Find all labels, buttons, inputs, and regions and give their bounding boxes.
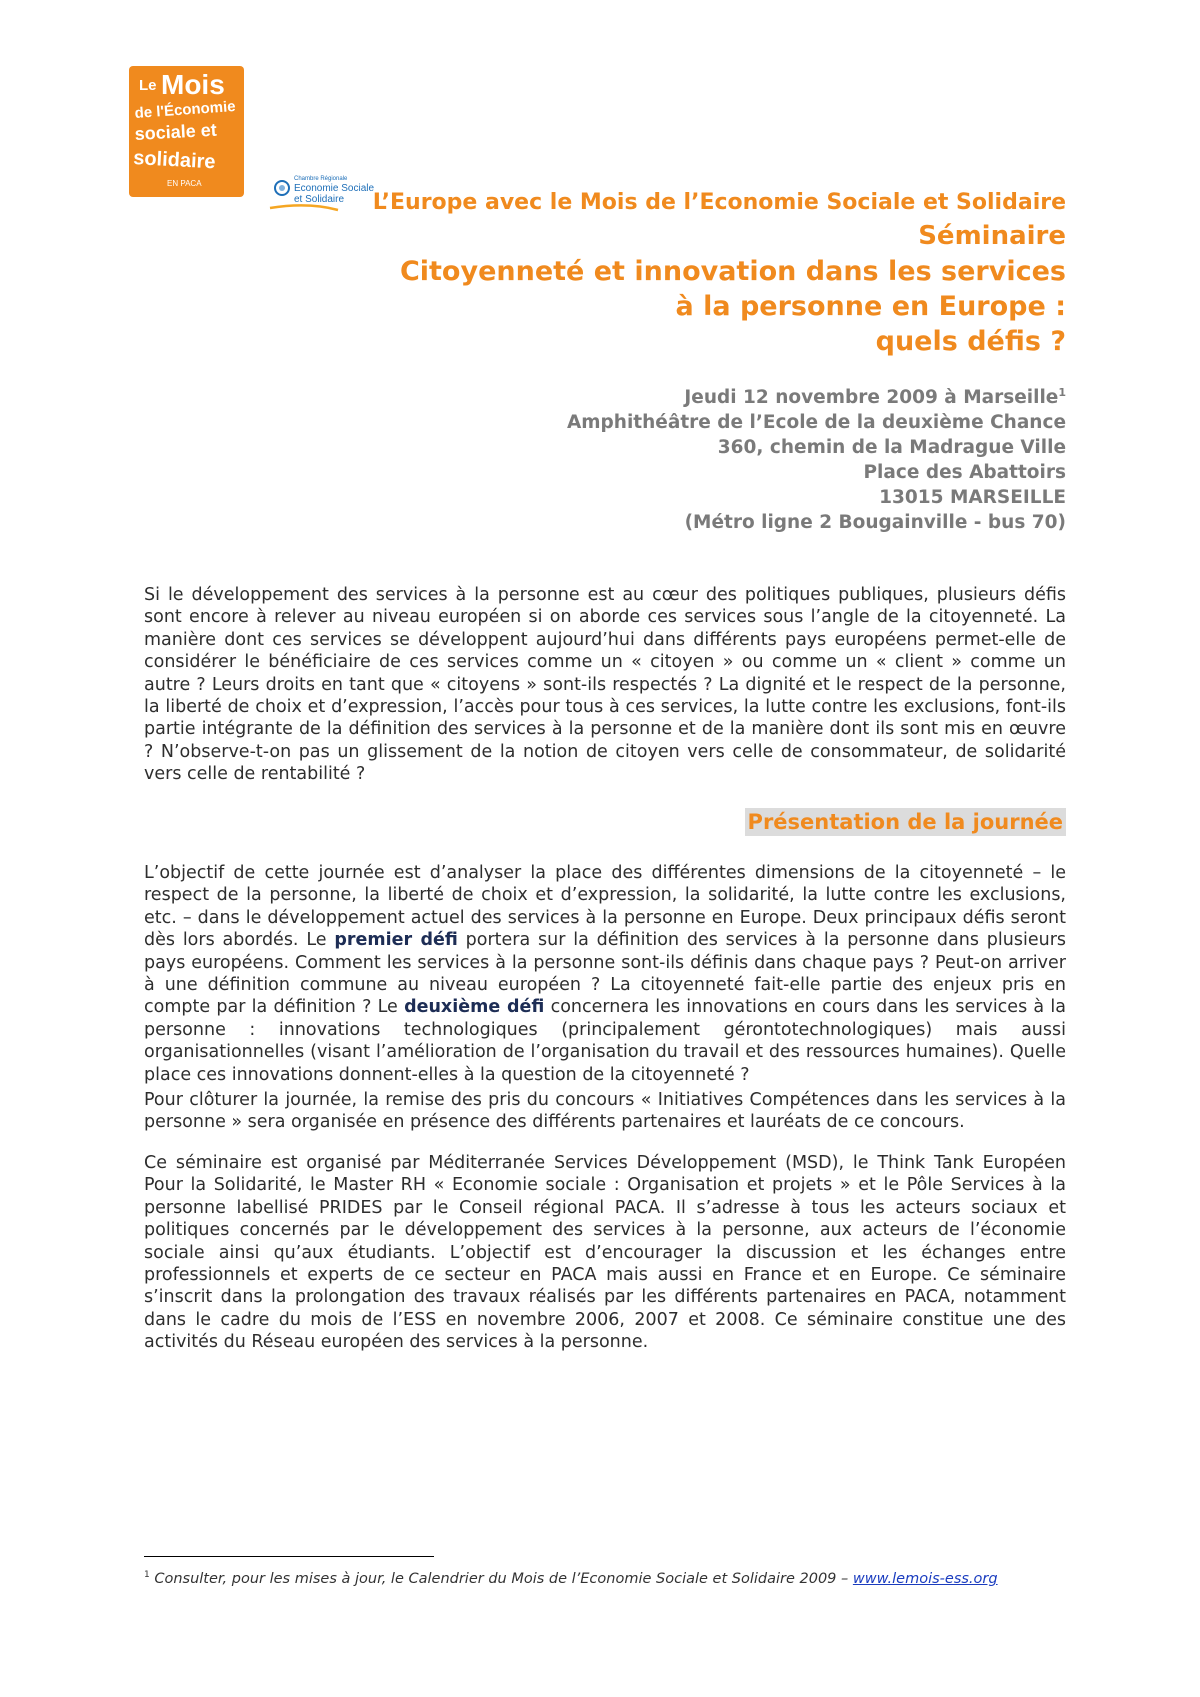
logo-line-1: Le	[139, 77, 157, 94]
logo-line-3: de l'Économie	[134, 97, 237, 122]
event-venue: Amphithéâtre de l’Ecole de la deuxième Chance	[566, 412, 1066, 434]
cress-line-2: et Solidaire	[294, 194, 345, 205]
closing-paragraph: Pour clôturer la journée, la remise des pris du concours « Initiatives Compétences dans les services à la personne » sera organisée en présence des différents partenaires et lauréats de ce concours.	[144, 1090, 1066, 1133]
title-line-2: à la personne en Europe :	[675, 291, 1066, 322]
event-place: Place des Abattoirs	[863, 462, 1066, 484]
header-titles	[373, 188, 1066, 359]
title-line-1: Citoyenneté et innovation dans les services	[399, 256, 1066, 287]
event-city: 13015 MARSEILLE	[879, 487, 1066, 509]
cress-line-1: Economie Sociale	[294, 183, 375, 194]
intro-paragraph: Si le développement des services à la personne est au cœur des politiques publiques, plusieurs défis sont encore à relever au niveau européen si on aborde ces services sous l’angle de la citoyenneté. La manière dont ces services se développent aujourd’hui dans différents pays européens permet-elle de considérer le bénéficiaire de ces services comme un « citoyen » ou comme un « client » comme un autre ? Leurs droits en tant que « citoyens » sont-ils respectés ? La dignité et le respect de la personne, la liberté de choix et d’expression, l’accès pour tous à ces services, la lutte contre les exclusions, font-ils partie intégrante de la définition des services à la personne et de la manière dont ils sont mis en œuvre ? N’observe-t-on pas un glissement de la notion de citoyen vers celle de consommateur, de solidarité vers celle de rentabilité ?	[144, 585, 1066, 785]
logo-line-5: solidaire	[132, 147, 217, 174]
event-details	[567, 380, 1066, 535]
website-link[interactable]: www.lemois-ess.org	[852, 1570, 998, 1587]
footnote-rule	[144, 1556, 434, 1557]
logo-line-4: sociale et	[134, 119, 218, 144]
seminaire-label: Séminaire	[918, 221, 1066, 251]
cress-small: Chambre Régionale	[294, 176, 348, 182]
section-title: Présentation de la journée	[745, 808, 1066, 836]
cress-logo	[268, 172, 390, 216]
event-street: 360, chemin de la Madrague Ville	[717, 437, 1066, 459]
organizers-paragraph: Ce séminaire est organisé par Méditerranée Services Développement (MSD), le Think Tank Européen Pour la Solidarité, le Master RH « Economie sociale : Organisation et projets » et le Pôle Services à la personne labellisé PRIDES par le Conseil régional PACA. Il s’adresse à tous les acteurs sociaux et politiques concernés par le développement des services à la personne, aux acteurs de l’économie sociale ainsi qu’aux étudiants. L’objectif est d’encourager la discussion et les échanges entre professionnels et experts de ce secteur en PACA mais aussi en France et en Europe. Ce séminaire s’inscrit dans la prolongation des travaux réalisés par les différents partenaires en PACA, notamment dans le cadre du mois de l’ESS en novembre 2006, 2007 et 2008. Ce séminaire constitue une des activités du Réseau européen des services à la personne.	[144, 1153, 1066, 1353]
footnote-ref[interactable]: 1	[1058, 386, 1066, 399]
logo-line-6: EN PACA	[167, 179, 202, 188]
europe-line: L’Europe avec le Mois de l’Economie Sociale et Solidaire	[372, 190, 1066, 215]
logo-line-2: Mois	[161, 69, 225, 100]
event-transport: (Métro ligne 2 Bougainville - bus 70)	[684, 512, 1066, 534]
deuxieme-defi: deuxième défi	[404, 997, 545, 1018]
footnote: $^1$ Consulter, pour les mises à jour, le Calendrier du Mois de l’Economie Sociale et Solidaire 2009 – www.lemois-ess.org	[144, 1570, 998, 1587]
presentation-paragraph: L’objectif de cette journée est d’analyser la place des différentes dimensions de la citoyenneté – le respect de la personne, la liberté de choix et d’expression, la solidarité, la lutte contre les exclusions, etc. – dans le développement actuel des services à la personne en Europe. Deux principaux défis seront dès lors abordés. Le premier défi portera sur la définition des services à la personne dans plusieurs pays européens. Comment les services à la personne sont-ils définis dans chaque pays ? Peut-on arriver à une définition commune au niveau européen ? La citoyenneté fait-elle partie des enjeux pris en compte par la définition ? Le deuxième défi concernera les innovations en cours dans les services à la personne : innovations technologiques (principalement gérontotechnologiques) mais aussi organisationnelles (visant l’amélioration de l’organisation du travail et des ressources humaines). Quelle place ces innovations donnent-elles à la question de la citoyenneté ?	[144, 863, 1067, 1085]
premier-defi: premier défi	[334, 930, 458, 951]
title-line-3: quels défis ?	[875, 326, 1066, 357]
event-date: Jeudi 12 novembre 2009 à Marseille$^1$	[684, 386, 1066, 409]
mois-ess-logo	[127, 64, 246, 199]
